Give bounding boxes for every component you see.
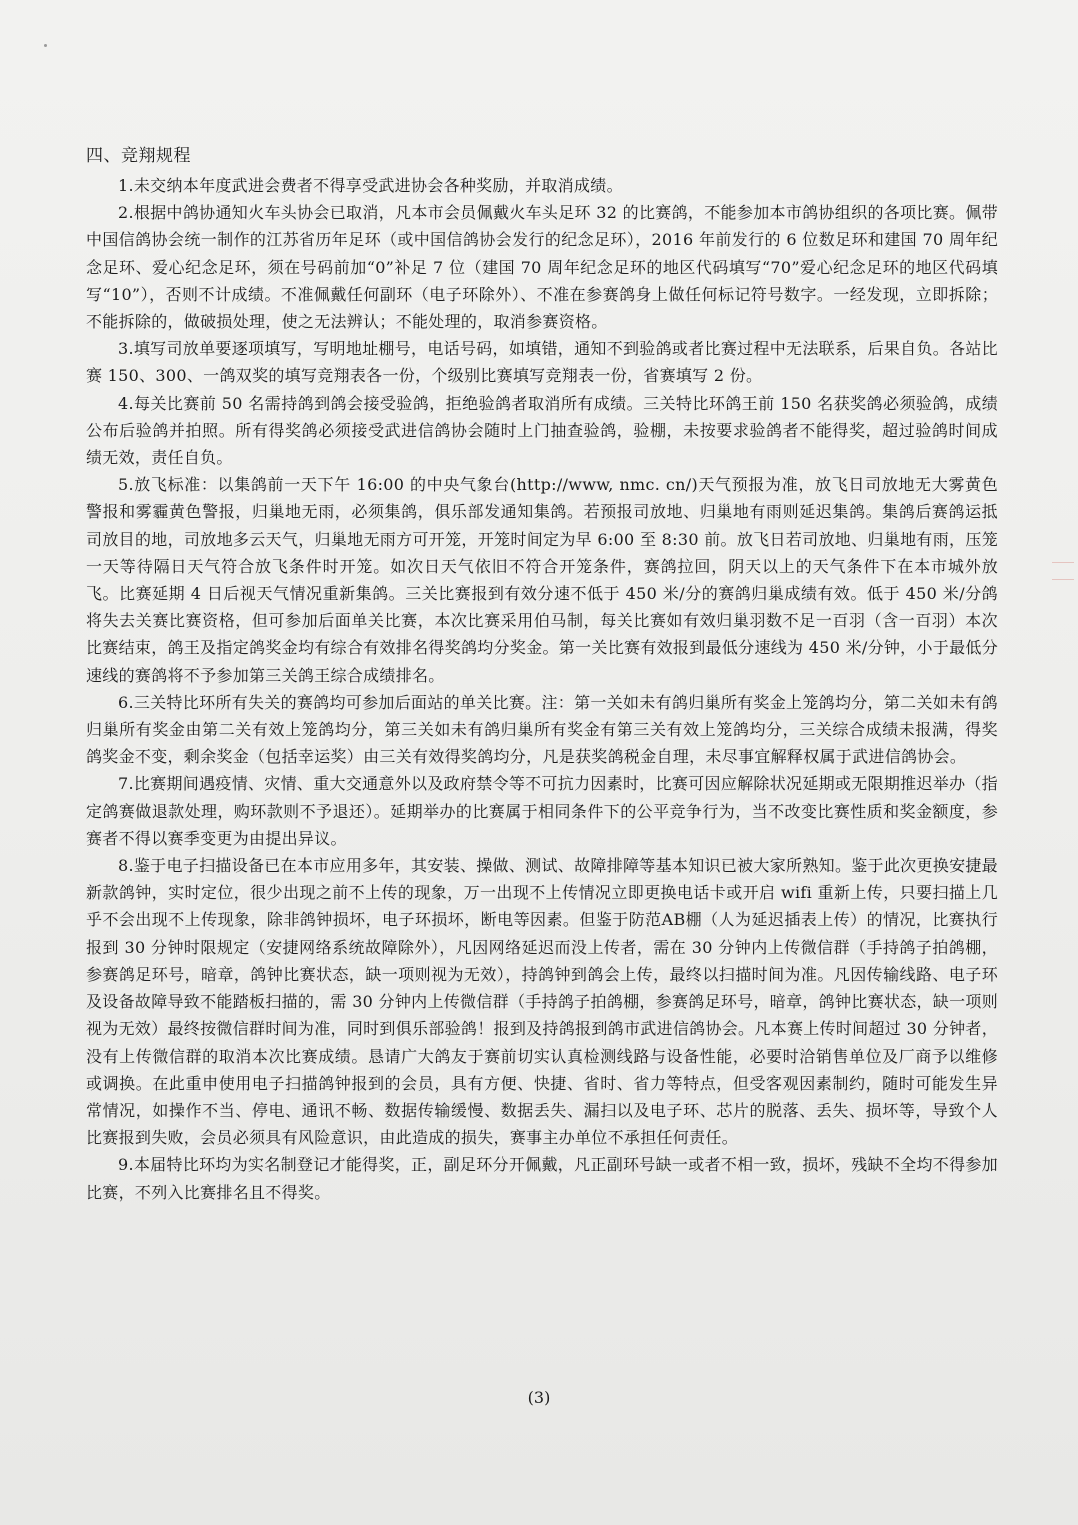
page-number: (3) — [527, 1388, 551, 1407]
rule-paragraph-2: 2.根据中鸽协通知火车头协会已取消，凡本市会员佩戴火车头足环 32 的比赛鸽，不能参加本市鸽协组织的各项比赛。佩带中国信鸽协会统一制作的江苏省历年足环（或中国信鸽协会发行的纪念足环），2016 年前发行的 6 位数足环和建国 70 周年纪念足环、爱心纪念足环，须在号码前加“0”补足 7 位（建国 70 周年纪念足环的地区代码填写“70”爱心纪念足环的地区代码填写“10”），否则不计成绩。不准佩戴任何副环（电子环除外）、不准在参赛鸽身上做任何标记符号数字。一经发现，立即拆除；不能拆除的，做破损处理，使之无法辨认；不能处理的，取消参赛资格。 — [86, 203, 998, 332]
rule-paragraph-9: 9.本届特比环均为实名制登记才能得奖，正，副足环分开佩戴，凡正副环号缺一或者不相一致，损坏，残缺不全均不得参加比赛，不列入比赛排名且不得奖。 — [86, 1155, 998, 1202]
rule-paragraph-4: 4.每关比赛前 50 名需持鸽到鸽会接受验鸽，拒绝验鸽者取消所有成绩。三关特比环鸽王前 150 名获奖鸽必须验鸽，成绩公布后验鸽并拍照。所有得奖鸽必须接受武进信鸽协会随时上门抽查验鸽，验棚，未按要求验鸽者不能得奖，超过验鸽时间成绩无效，责任自负。 — [86, 393, 998, 468]
rule-paragraph-1: 1.未交纳本年度武进会费者不得享受武进协会各种奖励，并取消成绩。 — [118, 176, 623, 195]
rule-paragraph-7: 7.比赛期间遇疫情、灾情、重大交通意外以及政府禁令等不可抗力因素时，比赛可因应解除状况延期或无限期推迟举办（指定鸽赛做退款处理，购环款则不予退还）。延期举办的比赛属于相同条件下的公平竞争行为，当不改变比赛性质和奖金额度，参赛者不得以赛季变更为由提出异议。 — [86, 774, 998, 848]
document-body — [86, 142, 998, 1206]
scan-speck — [44, 44, 47, 47]
rule-paragraph-6: 6.三关特比环所有失关的赛鸽均可参加后面站的单关比赛。注：第一关如未有鸽归巢所有奖金上笼鸽均分，第二关如未有鸽归巢所有奖金由第二关有效上笼鸽均分，第三关如未有鸽归巢所有奖金有第三关有效上笼鸽均分，三关综合成绩未报满，得奖鸽奖金不变，剩余奖金（包括幸运奖）由三关有效得奖鸽均分，凡是获奖鸽税金自理，未尽事宜解释权属于武进信鸽协会。 — [86, 692, 998, 767]
rule-paragraph-8: 8.鉴于电子扫描设备已在本市应用多年，其安装、操做、测试、故障排障等基本知识已被大家所熟知。鉴于此次更换安捷最新款鸽钟，实时定位，很少出现之前不上传的现象，万一出现不上传情况立即更换电话卡或开启 wifi 重新上传，只要扫描上几乎不会出现不上传现象，除非鸽钟损坏，电子环损坏，断电等因素。但鉴于防范AB棚（人为延迟插表上传）的情况，比赛执行报到 30 分钟时限规定（安捷网络系统故障除外），凡因网络延迟而没上传者，需在 30 分钟内上传微信群（手持鸽子拍鸽棚，参赛鸽足环号，暗章，鸽钟比赛状态，缺一项则视为无效），持鸽钟到鸽会上传，最终以扫描时间为准。凡因传输线路、电子环及设备故障导致不能踏板扫描的，需 30 分钟内上传微信群（手持鸽子拍鸽棚，参赛鸽足环号，暗章，鸽钟比赛状态，缺一项则视为无效）最终按微信群时间为准，同时到俱乐部验鸽！报到及持鸽报到鸽市武进信鸽协会。凡本赛上传时间超过 30 分钟者，没有上传微信群的取消本次比赛成绩。恳请广大鸽友于赛前切实认真检测线路与设备性能，必要时洽销售单位及厂商予以维修或调换。在此重申使用电子扫描鸽钟报到的会员，具有方便、快捷、省时、省力等特点，但受客观因素制约，随时可能发生异常情况，如操作不当、停电、通讯不畅、数据传输缓慢、数据丢失、漏扫以及电子环、芯片的脱落、丢失、损坏等，导致个人比赛报到失败，会员必须具有风险意识，由此造成的损失，赛事主办单位不承担任何责任。 — [86, 856, 998, 1148]
edge-stamp-fragment — [1052, 562, 1074, 580]
rule-paragraph-5: 5.放飞标准：以集鸽前一天下午 16:00 的中央气象台(http://www, nmc. cn/)天气预报为准，放飞日司放地无大雾黄色警报和雾霾黄色警报，归巢地无雨，必须集鸽，俱乐部发通知集鸽。若预报司放地、归巢地有雨则延迟集鸽。集鸽后赛鸽运抵司放目的地，司放地多云天气，归巢地无雨方可开笼，开笼时间定为早 6:00 至 8:30 前。放飞日若司放地、归巢地有雨，压笼一天等待隔日天气符合放飞条件时开笼。如次日天气依旧不符合开笼条件，赛鸽拉回，阴天以上的天气条件下在本市城外放飞。比赛延期 4 日后视天气情况重新集鸽。三关比赛报到有效分速不低于 450 米/分的赛鸽归巢成绩有效。低于 450 米/分鸽将失去关赛比赛资格，但可参加后面单关比赛，本次比赛采用伯马制，每关比赛如有效归巢羽数不足一百羽（含一百羽）本次比赛结束，鸽王及指定鸽奖金均有综合有效排名得奖鸽均分奖金。第一关比赛有效报到最低分速线为 450 米/分钟，小于最低分速线的赛鸽将不予参加第三关鸽王综合成绩排名。 — [86, 475, 998, 685]
rule-paragraph-3: 3.填写司放单要逐项填写，写明地址棚号，电话号码，如填错，通知不到验鸽或者比赛过程中无法联系，后果自负。各站比赛 150、300、一鸽双奖的填写竞翔表各一份，个级别比赛填写竞翔表一份，省赛填写 2 份。 — [86, 339, 998, 386]
section-heading: 四、竞翔规程 — [86, 146, 191, 166]
